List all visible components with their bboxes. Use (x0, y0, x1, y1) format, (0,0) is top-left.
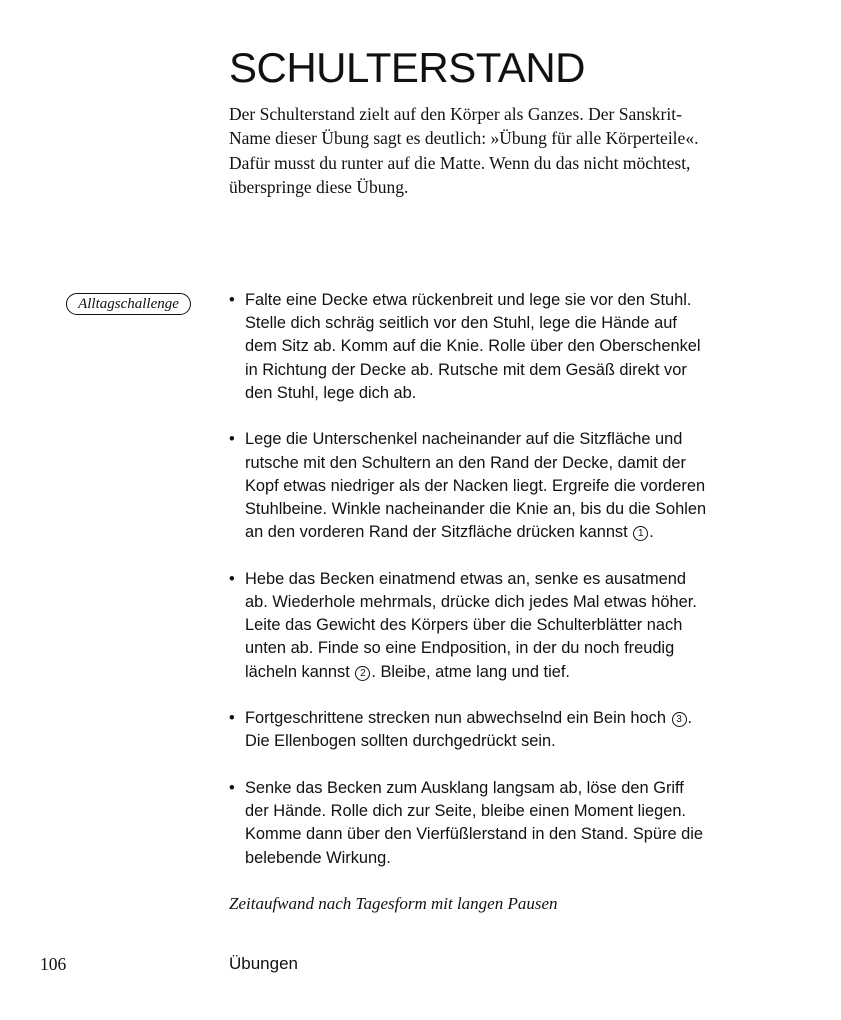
step-line: in Richtung der Decke ab. Rutsche mit dem Gesäß direkt vor (245, 360, 687, 379)
step-text: an den vorderen Rand der Sitzfläche drücken kannst (245, 523, 633, 542)
step-line: Stelle dich schräg seitlich vor den Stuhl, lege die Hände auf (245, 314, 677, 333)
step-line: belebende Wirkung. (245, 848, 391, 867)
image-ref-1-icon: 1 (633, 526, 648, 541)
bullet-icon: • (229, 291, 235, 309)
step-line (245, 661, 789, 684)
instruction-step-4 (229, 707, 789, 753)
section-name: Übungen (229, 954, 299, 973)
step-line: Komme dann über den Vierfüßlerstand in den Stand. Spüre die (245, 825, 704, 844)
step-line: unten ab. Finde so eine Endposition, in der du noch freudig (245, 639, 675, 658)
step-line: rutsche mit den Schultern an den Rand der Decke, damit der (245, 453, 686, 472)
step-line: Leite das Gewicht des Körpers über die Schulterblätter nach (245, 616, 683, 635)
challenge-badge: Alltagschallenge (66, 293, 191, 315)
intro-line: überspringe diese Übung. (229, 176, 409, 197)
page-title: SCHULTERSTAND (229, 44, 585, 91)
step-text: Fortgeschrittene strecken nun abwechselnd ein Bein hoch (245, 709, 671, 728)
step-text: . Bleibe, atme lang und tief. (371, 662, 570, 681)
step-text: lächeln kannst (245, 662, 355, 681)
step-text: . (649, 523, 654, 542)
intro-paragraph (229, 102, 769, 199)
step-line: Falte eine Decke etwa rückenbreit und lege sie vor den Stuhl. (245, 291, 692, 309)
step-line: der Hände. Rolle dich zur Seite, bleibe einen Moment liegen. (245, 802, 686, 821)
step-line: Stuhlbeine. Winkle nacheinander die Knie an, bis du die Sohlen (245, 500, 707, 519)
step-line (245, 707, 789, 730)
bullet-icon: • (229, 430, 235, 449)
step-line: Hebe das Becken einatmend etwas an, senke es ausatmend (245, 569, 687, 588)
step-line: Senke das Becken zum Ausklang langsam ab, löse den Griff (245, 779, 684, 798)
time-note: Zeitaufwand nach Tagesform mit langen Pausen (229, 894, 558, 913)
step-line: den Stuhl, lege dich ab. (245, 383, 417, 402)
step-line: dem Sitz ab. Komm auf die Knie. Rolle über den Oberschenkel (245, 337, 701, 356)
intro-line: Name dieser Übung sagt es deutlich: »Übung für alle Körperteile«. (229, 128, 699, 149)
instruction-step-5 (229, 777, 789, 870)
step-line: Die Ellenbogen sollten durchgedrückt sein. (245, 732, 556, 751)
step-line: Lege die Unterschenkel nacheinander auf die Sitzfläche und (245, 430, 683, 449)
intro-line: Der Schulterstand zielt auf den Körper als Ganzes. Der Sanskrit- (229, 104, 682, 124)
image-ref-2-icon: 2 (355, 666, 370, 681)
bullet-icon: • (229, 569, 235, 588)
step-line: ab. Wiederhole mehrmals, drücke dich jedes Mal etwas höher. (245, 593, 697, 612)
page-number: 106 (40, 954, 67, 974)
step-text: . (687, 709, 693, 728)
bullet-icon: • (229, 779, 235, 798)
instruction-step-1 (229, 289, 789, 405)
step-line (245, 521, 789, 544)
bullet-icon: • (229, 709, 235, 728)
instruction-list (229, 289, 789, 870)
intro-line: Dafür musst du runter auf die Matte. Wenn du das nicht möchtest, (229, 152, 691, 173)
image-ref-3-icon: 3 (672, 712, 687, 727)
step-line: Kopf etwas niedriger als der Nacken liegt. Ergreife die vorderen (245, 476, 706, 495)
instruction-step-2 (229, 428, 789, 544)
instruction-step-3 (229, 568, 789, 684)
